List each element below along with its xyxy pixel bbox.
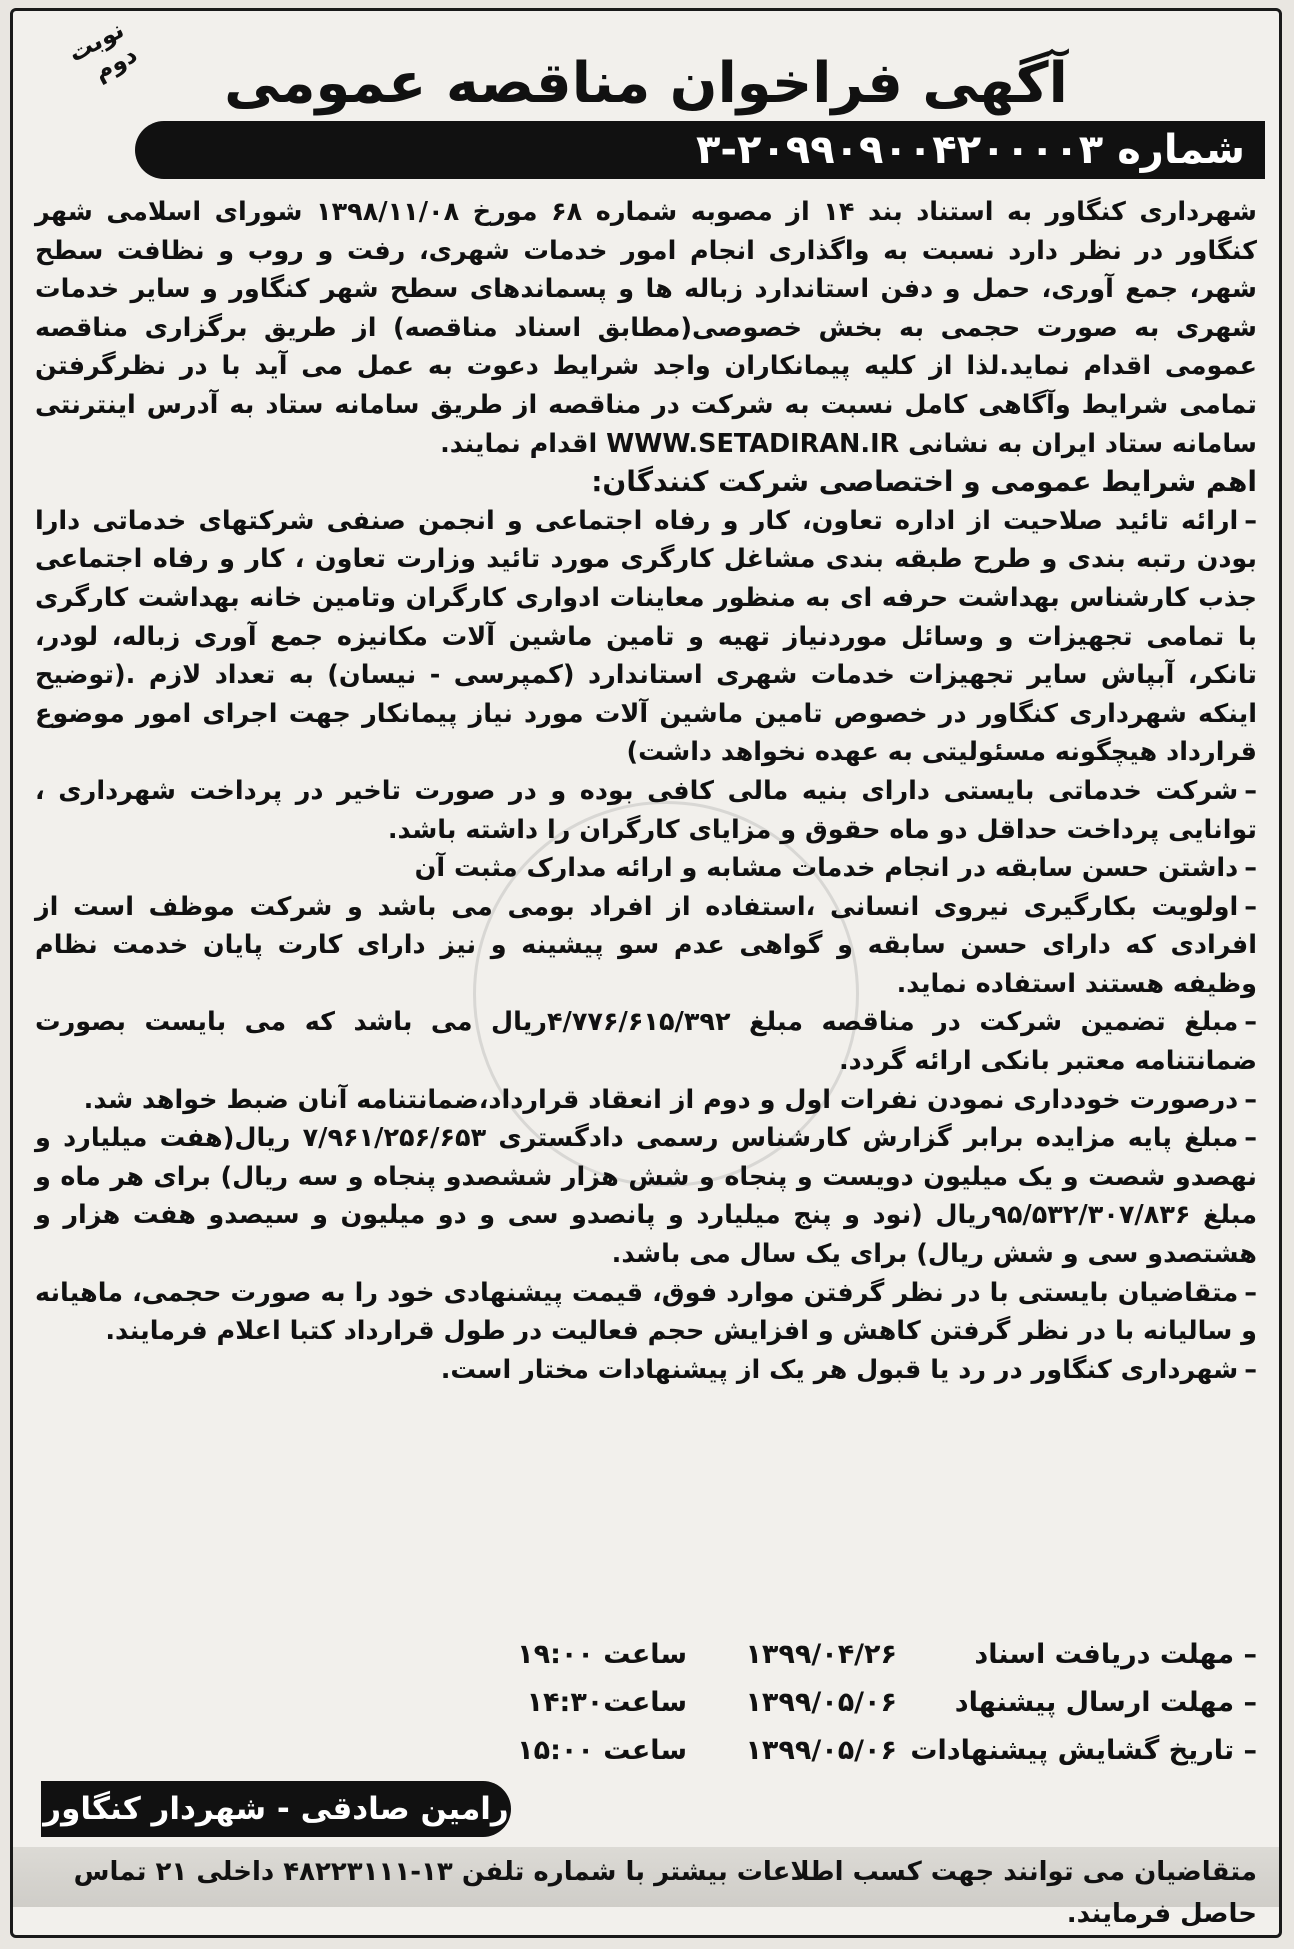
deadlines-table bbox=[297, 1631, 1257, 1775]
condition-item: –مبلغ پایه مزایده برابر گزارش کارشناس رسمی دادگستری ۷/۹۶۱/۲۵۶/۶۵۳ ریال(هفت میلیارد و نهصدو شصت و یک میلیون دویست و پنجاه و شش هزار ششصدو پنجاه و سه ریال) برای هر ماه و مبلغ ۹۵/۵۳۲/۳۰۷/۸۳۶ریال (نود و پنج میلیارد و پانصدو سی و دو میلیون و سیصدو هفت هزار و هشتصدو سی و شش ریال) برای یک سال می باشد. bbox=[35, 1123, 1258, 1270]
condition-item: –مبلغ تضمین شرکت در مناقصه مبلغ ۴/۷۷۶/۶۱۵/۳۹۲ریال می باشد که می بایست بصورت ضمانتنامه معتبر بانکی ارائه گردد. bbox=[35, 1007, 1257, 1077]
notice-body bbox=[35, 193, 1257, 1389]
deadline-row bbox=[297, 1679, 1257, 1727]
tender-number-value: ۳-۲۰۹۹۰۹۰۰۴۲۰۰۰۰۳ bbox=[695, 127, 1104, 173]
deadline-date: ۱۳۹۹/۰۴/۲۶ bbox=[745, 1639, 897, 1670]
tender-number-bar bbox=[135, 121, 1265, 179]
intro-paragraph bbox=[35, 193, 1257, 463]
condition-item: –داشتن حسن سابقه در انجام خدمات مشابه و ارائه مدارک مثبت آن bbox=[414, 853, 1257, 884]
conditions-heading: اهم شرایط عمومی و اختصاصی شرکت کنندگان: bbox=[591, 465, 1257, 499]
condition-item: –شهرداری کنگاور در رد یا قبول هر یک از پیشنهادات مختار است. bbox=[440, 1354, 1257, 1385]
contact-footer: متقاضیان می توانند جهت کسب اطلاعات بیشتر با شماره تلفن ۱۳-۴۸۲۲۳۱۱۱ داخلی ۲۱ تماس حاصل فرمایند. bbox=[73, 1857, 1257, 1929]
condition-item: –متقاضیان بایستی با در نظر گرفتن موارد فوق، قیمت پیشنهادی خود را به صورت حجمی، ماهیانه و سالیانه با در نظر گرفتن کاهش و افزایش حجم فعالیت در طول قرارداد کتبا اعلام فرمایند. bbox=[35, 1277, 1257, 1347]
deadline-row bbox=[297, 1631, 1257, 1679]
page-title: آگهی فراخوان مناقصه عمومی bbox=[224, 51, 1068, 116]
deadline-time: ساعت ۱۵:۰۰ bbox=[517, 1735, 687, 1766]
condition-item: –شرکت خدماتی بایستی دارای بنیه مالی کافی بوده و در صورت تاخیر در پرداخت شهرداری ، توانایی پرداخت حداقل دو ماه حقوق و مزایای کارگران را داشته باشد. bbox=[35, 775, 1257, 845]
deadline-label: – مهلت ارسال پیشنهاد bbox=[954, 1687, 1257, 1718]
deadline-time: ساعت ۱۹:۰۰ bbox=[517, 1639, 687, 1670]
notice-sheet bbox=[10, 8, 1282, 1938]
deadline-row bbox=[297, 1727, 1257, 1775]
conditions-list bbox=[35, 502, 1257, 1390]
deadline-time: ساعت۱۴:۳۰ bbox=[526, 1687, 687, 1718]
deadline-date: ۱۳۹۹/۰۵/۰۶ bbox=[745, 1687, 897, 1718]
intro-text: به استناد بند ۱۴ از مصوبه شماره ۶۸ مورخ ۱۳۹۸/۱۱/۰۸ شورای اسلامی شهر کنگاور در نظر دارد نسبت به واگذاری انجام امور خدمات شهری، رفت و روب و نظافت سطح شهر، جمع آوری، حمل و دفن استاندارد زباله ها و پسماندهای سطح شهر کنگاور و سایر خدمات شهری به صورت حجمی به بخش خصوصی(مطابق اسناد مناقصه) از طریق برگزاری مناقصه عمومی اقدام نماید.لذا از کلیه پیمانکاران واجد شرایط دعوت به عمل می آید با در نظرگرفتن تمامی شرایط وآگاهی کامل نسبت به شرکت در مناقصه از طریق سامانه ستاد به آدرس اینترنتی سامانه ستاد ایران به نشانی WWW.SETADIRAN.IR اقدام نمایند. bbox=[35, 197, 1257, 459]
deadline-date: ۱۳۹۹/۰۵/۰۶ bbox=[745, 1735, 897, 1766]
condition-item: –اولویت بکارگیری نیروی انسانی ،استفاده از افراد بومی می باشد و شرکت موظف است از افرادی که دارای حسن سابقه و گواهی عدم سو پیشینه و نیز دارای کارت پایان خدمت نظام وظیفه هستند استفاده نماید. bbox=[35, 891, 1257, 999]
condition-item: –درصورت خودداری نمودن نفرات اول و دوم از انعقاد قرارداد،ضمانتنامه آنان ضبط خواهد شد. bbox=[83, 1084, 1257, 1115]
tender-number-label: شماره bbox=[1117, 127, 1245, 173]
organization-name: شهرداری کنگاور bbox=[1045, 197, 1258, 227]
publication-stamp: نوبت دوم bbox=[63, 15, 142, 86]
deadline-label: – مهلت دریافت اسناد bbox=[974, 1639, 1257, 1670]
condition-item: –ارائه تائید صلاحیت از اداره تعاون، کار و رفاه اجتماعی و انجمن صنفی شرکتهای خدماتی دارا بودن رتبه بندی و طرح طبقه بندی مشاغل کارگری مورد تائید وزارت تعاون ، کار و رفاه اجتماعی جذب کارشناس بهداشت حرفه ای به منظور معاینات ادواری کارگران وتامین خانه بهداشت کارگری با تمامی تجهیزات و وسائل موردنیاز تهیه و تامین ماشین آلات مکانیزه جمع آوری زباله، لودر، تانکر، آبپاش سایر تجهیزات خدمات شهری استاندارد (کمپرسی - نیسان) به تعداد لازم .(توضیح اینکه شهرداری کنگاور در خصوص تامین ماشین آلات مورد نیاز پیمانکار جهت اجرای امور موضوع قرارداد هیچگونه مسئولیتی به عهده نخواهد داشت) bbox=[35, 505, 1257, 768]
signature-bar: رامین صادقی - شهردار کنگاور bbox=[41, 1781, 511, 1837]
deadline-label: – تاریخ گشایش پیشنهادات bbox=[910, 1735, 1257, 1766]
